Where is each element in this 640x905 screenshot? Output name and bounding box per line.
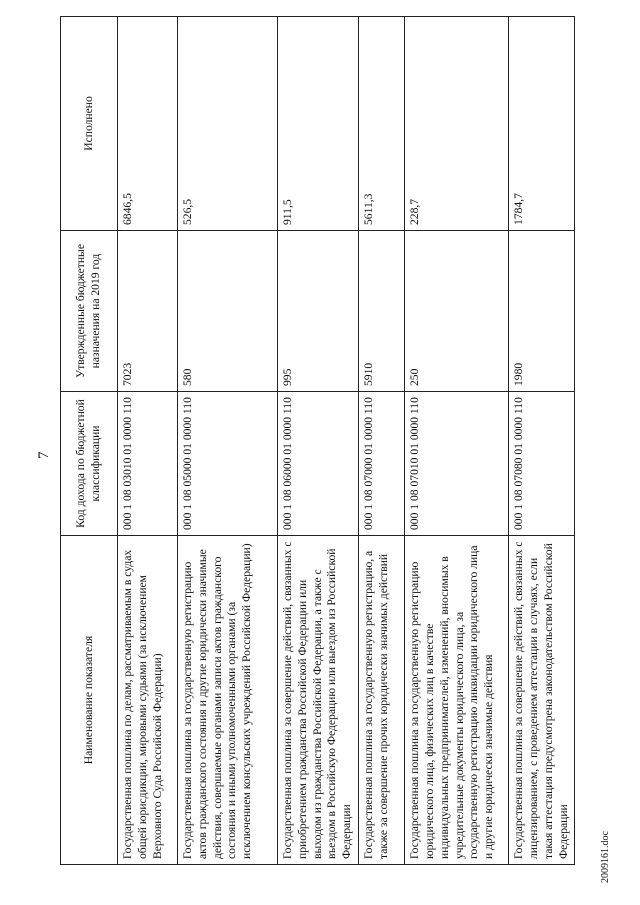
row-name: Государственная пошлина за совершение действий, связанных с приобретением гражданства Российской Федерации или выходом из гражданства Российской Федерации, а также с въездом в Российскую Федерацию или выездом из Российской Федерации: [278, 536, 359, 865]
row-name: Государственная пошлина по делам, рассматриваемым в судах общей юрисдикции, мировыми судьями (за исключением Верховного Суда Российской Федерации): [118, 536, 178, 865]
header-indicator-name: Наименование показателя: [61, 536, 118, 865]
row-code: 000 1 08 05000 01 0000 110: [178, 392, 278, 536]
row-approved: 250: [405, 231, 509, 392]
row-approved: 5910: [359, 231, 405, 392]
row-name: Государственная пошлина за государственную регистрацию актов гражданского состояния и другие юридически значимые действия, совершаемые органами записи актов гражданского состояния и иными уполномоченными органами (за исключением консульских учреждений Российской Федерации): [178, 536, 278, 865]
table-row: [178, 17, 278, 865]
row-code: 000 1 08 07010 01 0000 110: [405, 392, 509, 536]
row-executed: 911,5: [278, 17, 359, 231]
row-name: Государственная пошлина за государственную регистрацию, а также за совершение прочих юридически значимых действий: [359, 536, 405, 865]
row-code: 000 1 08 06000 01 0000 110: [278, 392, 359, 536]
header-executed: Исполнено: [61, 17, 118, 231]
page-number: 7: [36, 451, 52, 459]
row-executed: 6846,5: [118, 17, 178, 231]
row-code: 000 1 08 07000 01 0000 110: [359, 392, 405, 536]
row-executed: 228,7: [405, 17, 509, 231]
row-executed: 5611,3: [359, 17, 405, 231]
header-income-code: Код дохода по бюджетной классификации: [61, 392, 118, 536]
row-name: Государственная пошлина за государственную регистрацию юридического лица, физических лиц в качестве индивидуальных предпринимателей, изменений, вносимых в учредительные документы юридического лица, за государственную регистрацию ликвидации юридического лица и другие юридически значимые действия: [405, 536, 509, 865]
table-row: [405, 17, 509, 865]
table-header-row: [61, 17, 118, 865]
row-approved: 995: [278, 231, 359, 392]
table-row: [118, 17, 178, 865]
row-executed: 1784,7: [509, 17, 575, 231]
row-approved: 7023: [118, 231, 178, 392]
budget-table: [60, 16, 575, 865]
table-row: [278, 17, 359, 865]
row-executed: 526,5: [178, 17, 278, 231]
row-approved: 1980: [509, 231, 575, 392]
row-code: 000 1 08 03010 01 0000 110: [118, 392, 178, 536]
table-row: [359, 17, 405, 865]
table-row: [509, 17, 575, 865]
footer-filename: 2009161.doc: [600, 831, 611, 883]
row-name: Государственная пошлина за совершение действий, связанных с лицензированием, с проведением аттестации в случаях, если такая аттестация предусмотрена законодательством Российской Федерации: [509, 536, 575, 865]
row-code: 000 1 08 07080 01 0000 110: [509, 392, 575, 536]
header-approved-2019: Утвержденные бюджетные назначения на 2019 год: [61, 231, 118, 392]
row-approved: 580: [178, 231, 278, 392]
